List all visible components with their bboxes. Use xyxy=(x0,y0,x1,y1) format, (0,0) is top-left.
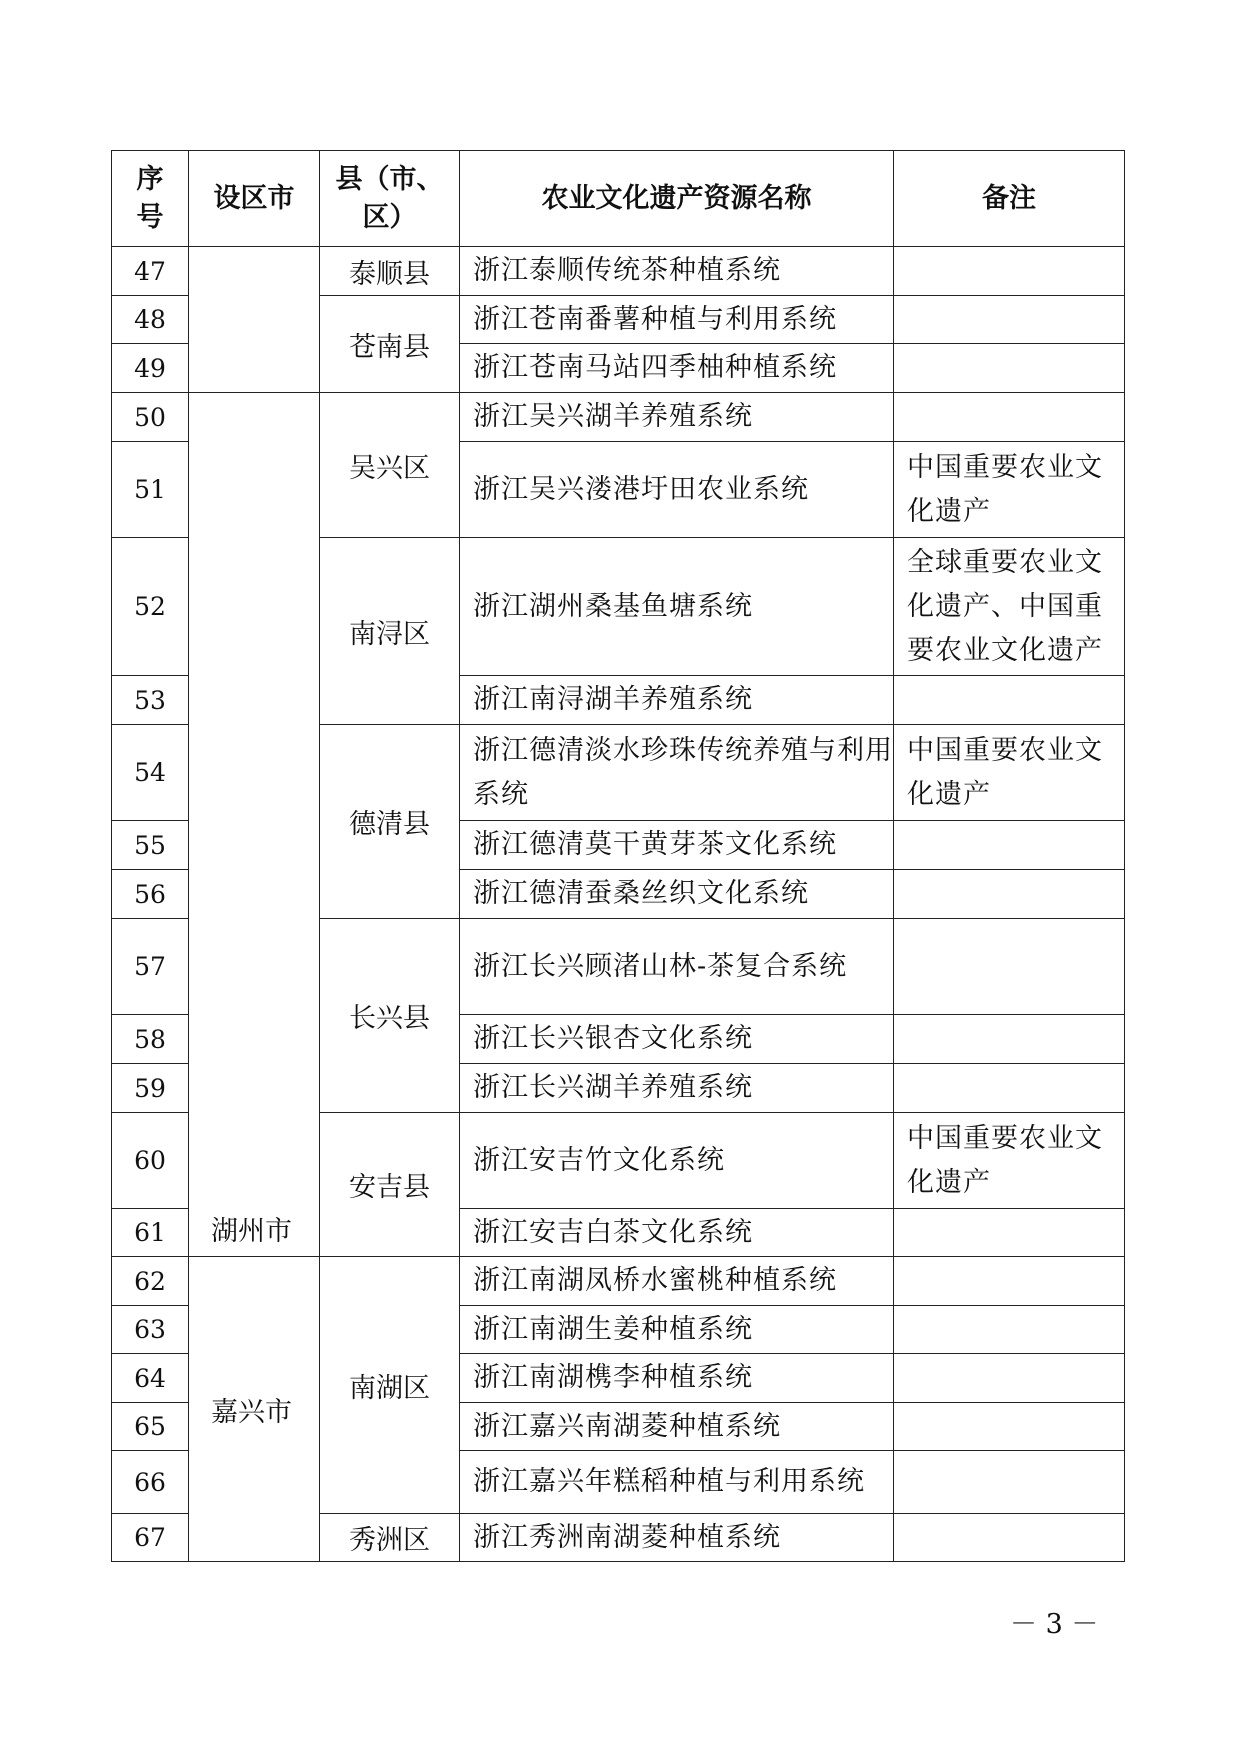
resource-name: 浙江长兴顾渚山林-茶复合系统 xyxy=(460,919,894,1015)
resource-name: 浙江秀洲南湖菱种植系统 xyxy=(460,1514,894,1562)
row-number: 52 xyxy=(112,538,189,676)
resource-name: 浙江苍南马站四季柚种植系统 xyxy=(460,344,894,393)
resource-name: 浙江泰顺传统茶种植系统 xyxy=(460,247,894,296)
resource-name: 浙江南湖生姜种植系统 xyxy=(460,1306,894,1354)
note-cell xyxy=(894,1451,1125,1514)
heritage-table xyxy=(111,150,1125,1562)
note-cell xyxy=(894,1257,1125,1306)
county-cell: 泰顺县 xyxy=(320,247,460,296)
row-number: 50 xyxy=(112,393,189,442)
resource-name: 浙江南湖凤桥水蜜桃种植系统 xyxy=(460,1257,894,1306)
note-cell xyxy=(894,1306,1125,1354)
resource-name: 浙江安吉白茶文化系统 xyxy=(460,1209,894,1257)
note-cell xyxy=(894,1015,1125,1064)
row-number: 53 xyxy=(112,676,189,725)
note-cell xyxy=(894,676,1125,725)
resource-name: 浙江嘉兴南湖菱种植系统 xyxy=(460,1403,894,1451)
row-number: 51 xyxy=(112,442,189,538)
note-cell xyxy=(894,344,1125,393)
note-cell xyxy=(894,247,1125,296)
row-number: 49 xyxy=(112,344,189,393)
table-row xyxy=(112,1257,1125,1306)
city-cell: 嘉兴市 xyxy=(189,1257,320,1562)
county-cell: 南浔区 xyxy=(320,538,460,725)
note-cell xyxy=(894,1514,1125,1562)
resource-name: 浙江吴兴湖羊养殖系统 xyxy=(460,393,894,442)
header-county: 县（市、区） xyxy=(320,151,460,247)
note-cell xyxy=(894,393,1125,442)
resource-name: 浙江南湖槜李种植系统 xyxy=(460,1354,894,1403)
city-cell: 湖州市 xyxy=(189,393,320,1257)
row-number: 61 xyxy=(112,1209,189,1257)
note-cell xyxy=(894,1209,1125,1257)
header-note: 备注 xyxy=(894,151,1125,247)
county-cell: 吴兴区 xyxy=(320,393,460,538)
header-no: 序号 xyxy=(112,151,189,247)
row-number: 57 xyxy=(112,919,189,1015)
county-cell: 安吉县 xyxy=(320,1113,460,1257)
resource-name: 浙江德清蚕桑丝织文化系统 xyxy=(460,870,894,919)
resource-name: 浙江德清淡水珍珠传统养殖与利用系统 xyxy=(460,725,894,821)
table-row xyxy=(112,247,1125,296)
resource-name: 浙江嘉兴年糕稻种植与利用系统 xyxy=(460,1451,894,1514)
note-cell: 中国重要农业文化遗产 xyxy=(894,442,1125,538)
row-number: 65 xyxy=(112,1403,189,1451)
county-cell: 苍南县 xyxy=(320,296,460,393)
county-cell: 秀洲区 xyxy=(320,1514,460,1562)
row-number: 47 xyxy=(112,247,189,296)
header-city: 设区市 xyxy=(189,151,320,247)
note-cell xyxy=(894,1064,1125,1113)
resource-name: 浙江吴兴溇港圩田农业系统 xyxy=(460,442,894,538)
resource-name: 浙江安吉竹文化系统 xyxy=(460,1113,894,1209)
note-cell xyxy=(894,296,1125,344)
row-number: 60 xyxy=(112,1113,189,1209)
row-number: 55 xyxy=(112,821,189,870)
note-cell: 中国重要农业文化遗产 xyxy=(894,1113,1125,1209)
resource-name: 浙江德清莫干黄芽茶文化系统 xyxy=(460,821,894,870)
county-cell: 长兴县 xyxy=(320,919,460,1113)
county-cell: 德清县 xyxy=(320,725,460,919)
row-number: 67 xyxy=(112,1514,189,1562)
row-number: 66 xyxy=(112,1451,189,1514)
note-cell: 全球重要农业文化遗产、中国重要农业文化遗产 xyxy=(894,538,1125,676)
header-name: 农业文化遗产资源名称 xyxy=(460,151,894,247)
row-number: 62 xyxy=(112,1257,189,1306)
resource-name: 浙江长兴湖羊养殖系统 xyxy=(460,1064,894,1113)
row-number: 56 xyxy=(112,870,189,919)
note-cell xyxy=(894,919,1125,1015)
city-cell xyxy=(189,247,320,393)
row-number: 58 xyxy=(112,1015,189,1064)
table-row xyxy=(112,393,1125,442)
note-cell: 中国重要农业文化遗产 xyxy=(894,725,1125,821)
note-cell xyxy=(894,821,1125,870)
resource-name: 浙江苍南番薯种植与利用系统 xyxy=(460,296,894,344)
note-cell xyxy=(894,1403,1125,1451)
header-row xyxy=(112,151,1125,247)
page-number: － 3 － xyxy=(1010,1609,1099,1640)
row-number: 63 xyxy=(112,1306,189,1354)
row-number: 48 xyxy=(112,296,189,344)
note-cell xyxy=(894,1354,1125,1403)
row-number: 59 xyxy=(112,1064,189,1113)
note-cell xyxy=(894,870,1125,919)
row-number: 54 xyxy=(112,725,189,821)
resource-name: 浙江湖州桑基鱼塘系统 xyxy=(460,538,894,676)
resource-name: 浙江南浔湖羊养殖系统 xyxy=(460,676,894,725)
resource-name: 浙江长兴银杏文化系统 xyxy=(460,1015,894,1064)
row-number: 64 xyxy=(112,1354,189,1403)
county-cell: 南湖区 xyxy=(320,1257,460,1514)
